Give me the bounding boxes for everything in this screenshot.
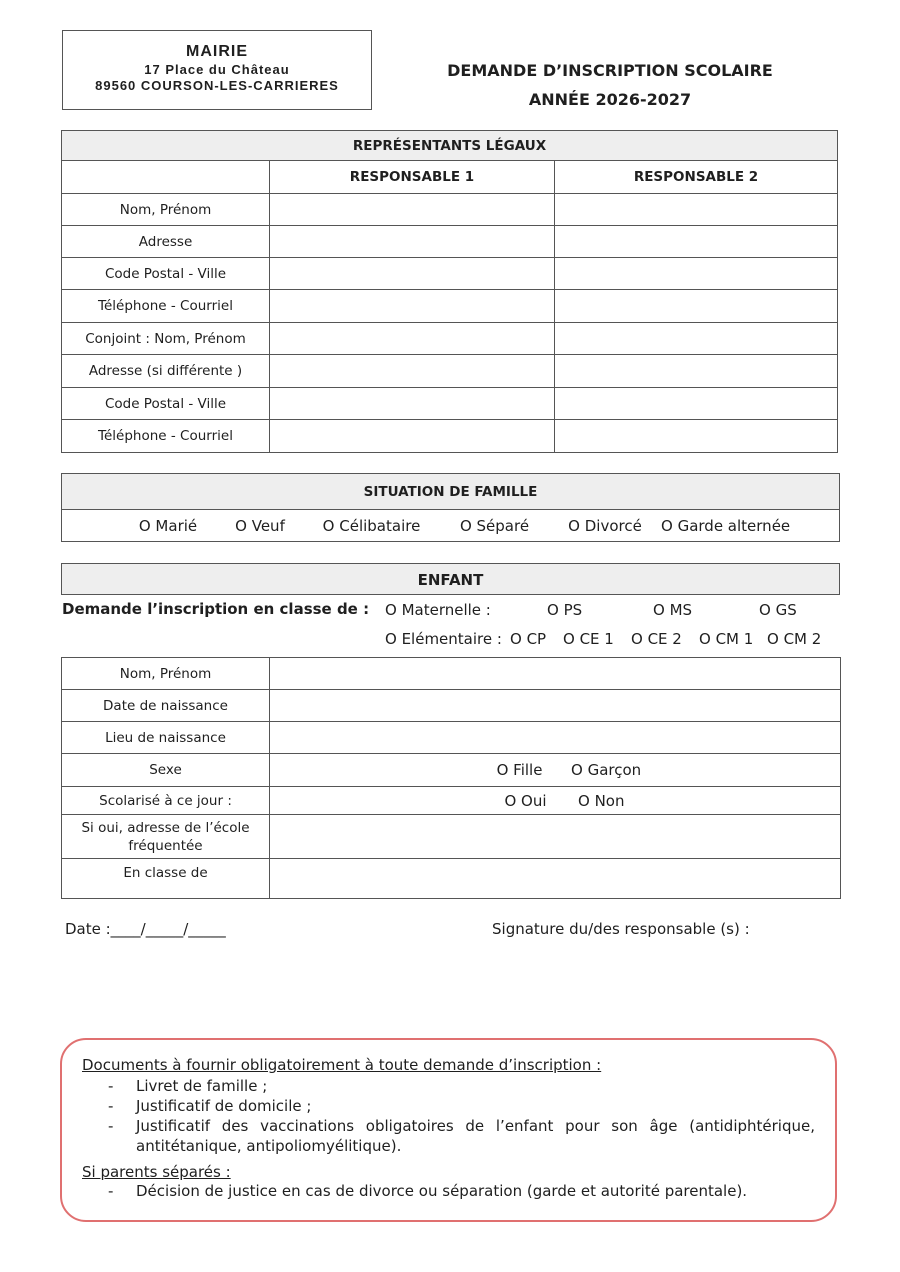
enfant-table [61, 657, 841, 899]
responsable-1-cp-ville-field[interactable] [270, 258, 555, 290]
list-item: - Justificatif des vaccinations obligatoires de l’enfant pour son âge (antidiphtérique, antitétanique, antipoliomyélitique). [108, 1116, 815, 1156]
table-row [62, 194, 838, 226]
table-row [62, 859, 841, 899]
option-cp[interactable]: O CP [510, 630, 547, 648]
option-ce2[interactable]: O CE 2 [631, 630, 682, 648]
representants-section-title: REPRÉSENTANTS LÉGAUX [62, 131, 838, 161]
table-row [62, 754, 841, 787]
option-non[interactable]: O Non [578, 791, 625, 810]
responsable-1-telephone-field[interactable] [270, 290, 555, 323]
table-row [62, 722, 841, 754]
table-row [62, 258, 838, 290]
classe-request-label: Demande l’inscription en classe de : [62, 600, 370, 618]
table-row [62, 690, 841, 722]
responsable-2-telephone-conjoint-field[interactable] [555, 420, 838, 453]
option-fille[interactable]: O Fille [496, 761, 543, 779]
mairie-address-box [62, 30, 372, 110]
separated-parents-heading: Si parents séparés : [82, 1163, 231, 1181]
table-row [62, 787, 841, 815]
list-item: - Livret de famille ; [108, 1076, 815, 1096]
enfant-classe-field[interactable] [270, 859, 841, 899]
row-label: Adresse [62, 226, 270, 258]
responsable-2-adresse-conjoint-field[interactable] [555, 355, 838, 388]
table-row [62, 323, 838, 355]
option-cm2[interactable]: O CM 2 [767, 630, 822, 648]
responsable-2-cp-ville-conjoint-field[interactable] [555, 388, 838, 420]
maternelle-options [385, 601, 797, 619]
responsable-2-nom-field[interactable] [555, 194, 838, 226]
title-line-2: ANNÉE 2026-2027 [528, 90, 692, 109]
option-oui[interactable]: O Oui [504, 791, 547, 810]
row-label: Si oui, adresse de l’école fréquentée [62, 815, 270, 859]
responsable-1-cp-ville-conjoint-field[interactable] [270, 388, 555, 420]
responsable-2-cp-ville-field[interactable] [555, 258, 838, 290]
option-ms[interactable]: O MS [653, 601, 693, 619]
responsable-1-header: RESPONSABLE 1 [270, 161, 555, 194]
row-label: Adresse (si différente ) [62, 355, 270, 388]
enfant-nom-field[interactable] [270, 658, 841, 690]
table-row [62, 355, 838, 388]
responsable-2-adresse-field[interactable] [555, 226, 838, 258]
representants-table [61, 130, 838, 453]
option-veuf[interactable]: O Veuf [235, 516, 285, 535]
row-label: Nom, Prénom [62, 194, 270, 226]
documents-required-box [60, 1038, 837, 1222]
elementaire-options [385, 630, 821, 648]
option-divorce[interactable]: O Divorcé [568, 516, 642, 535]
option-ce1[interactable]: O CE 1 [563, 630, 614, 648]
documents-heading: Documents à fournir obligatoirement à toute demande d’inscription : [82, 1056, 602, 1074]
situation-section-title: SITUATION DE FAMILLE [62, 474, 840, 510]
option-cm1[interactable]: O CM 1 [699, 630, 754, 648]
option-separe[interactable]: O Séparé [459, 516, 530, 535]
option-elementaire[interactable]: O Elémentaire : [385, 630, 502, 648]
mairie-address: 17 Place du Château [144, 62, 290, 77]
responsable-1-adresse-conjoint-field[interactable] [270, 355, 555, 388]
option-celibataire[interactable]: O Célibataire [322, 516, 421, 535]
responsable-1-nom-field[interactable] [270, 194, 555, 226]
table-row [62, 420, 838, 453]
responsable-2-conjoint-field[interactable] [555, 323, 838, 355]
option-garcon[interactable]: O Garçon [571, 761, 642, 779]
row-label: Téléphone - Courriel [62, 290, 270, 323]
situation-famille-table [61, 473, 840, 542]
row-label: Nom, Prénom [62, 658, 270, 690]
document-title [410, 56, 810, 114]
option-marie[interactable]: O Marié [138, 516, 198, 535]
responsable-1-telephone-conjoint-field[interactable] [270, 420, 555, 453]
title-line-1: DEMANDE D’INSCRIPTION SCOLAIRE [447, 61, 773, 80]
empty-header-cell [62, 161, 270, 194]
mairie-city: 89560 COURSON-LES-CARRIERES [95, 78, 339, 93]
table-row [62, 815, 841, 859]
signature-label: Signature du/des responsable (s) : [492, 920, 750, 938]
row-label: Téléphone - Courriel [62, 420, 270, 453]
row-label: Date de naissance [62, 690, 270, 722]
row-label: Code Postal - Ville [62, 388, 270, 420]
separated-parents-list [82, 1181, 815, 1201]
row-label: Sexe [62, 754, 270, 787]
enfant-lieu-naissance-field[interactable] [270, 722, 841, 754]
table-row [62, 226, 838, 258]
option-ps[interactable]: O PS [547, 601, 583, 619]
enfant-date-naissance-field[interactable] [270, 690, 841, 722]
row-label: Lieu de naissance [62, 722, 270, 754]
documents-list [82, 1076, 815, 1156]
table-row [62, 388, 838, 420]
row-label: Scolarisé à ce jour : [62, 787, 270, 815]
table-row [62, 658, 841, 690]
row-label: En classe de [62, 859, 270, 899]
responsable-2-telephone-field[interactable] [555, 290, 838, 323]
mairie-name: MAIRIE [186, 43, 248, 60]
responsable-1-adresse-field[interactable] [270, 226, 555, 258]
option-gs[interactable]: O GS [759, 601, 797, 619]
option-garde-alternee[interactable]: O Garde alternée [661, 516, 791, 535]
responsable-1-conjoint-field[interactable] [270, 323, 555, 355]
table-row [62, 290, 838, 323]
row-label: Conjoint : Nom, Prénom [62, 323, 270, 355]
list-item: - Décision de justice en cas de divorce ou séparation (garde et autorité parentale). [108, 1181, 815, 1201]
list-item: - Justificatif de domicile ; [108, 1096, 815, 1116]
option-maternelle[interactable]: O Maternelle : [385, 601, 491, 619]
responsable-2-header: RESPONSABLE 2 [555, 161, 838, 194]
enfant-section-title: ENFANT [61, 563, 840, 595]
date-field[interactable]: Date :____/_____/_____ [65, 920, 226, 938]
enfant-ecole-field[interactable] [270, 815, 841, 859]
row-label: Code Postal - Ville [62, 258, 270, 290]
